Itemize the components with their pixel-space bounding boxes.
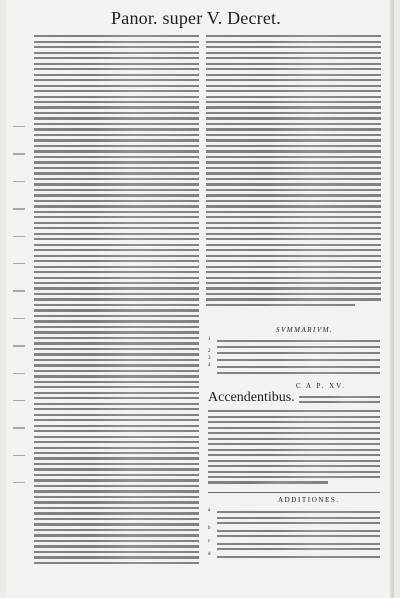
text-line xyxy=(206,85,381,87)
text-line xyxy=(208,443,380,445)
summary-item xyxy=(208,356,380,362)
text-line xyxy=(34,249,199,251)
text-line xyxy=(34,233,199,235)
text-line xyxy=(34,106,199,108)
text-line xyxy=(34,172,199,174)
text-line xyxy=(34,507,199,509)
text-line xyxy=(34,134,199,136)
text-line xyxy=(34,52,199,54)
text-line xyxy=(217,522,380,524)
text-line xyxy=(34,392,199,394)
text-line xyxy=(206,101,381,103)
text-line xyxy=(34,293,199,295)
text-line xyxy=(206,266,381,268)
text-line xyxy=(34,353,199,355)
text-line xyxy=(34,562,199,564)
text-line xyxy=(34,123,199,125)
text-line xyxy=(34,540,199,542)
text-line xyxy=(34,518,199,520)
text-line xyxy=(208,416,380,418)
text-line xyxy=(34,474,199,476)
text-line xyxy=(34,320,199,322)
addition-item xyxy=(208,539,380,550)
text-line xyxy=(206,277,381,279)
text-line xyxy=(34,364,199,366)
addition-letter: d xyxy=(208,552,211,558)
text-line xyxy=(34,523,199,525)
text-line xyxy=(34,46,199,48)
text-line xyxy=(34,227,199,229)
text-line xyxy=(34,485,199,487)
section-divider xyxy=(208,492,380,493)
text-line xyxy=(34,112,199,114)
text-line xyxy=(206,123,381,125)
chapter-opening xyxy=(208,390,380,406)
text-line xyxy=(299,396,380,398)
text-line xyxy=(206,189,381,191)
text-line xyxy=(208,471,380,473)
additions-heading: ADDITIONES. xyxy=(278,496,340,504)
text-line xyxy=(208,454,380,456)
text-line xyxy=(206,304,355,306)
text-line xyxy=(208,421,380,423)
text-line xyxy=(206,249,381,251)
text-line xyxy=(206,139,381,141)
text-line xyxy=(34,490,199,492)
summary-list xyxy=(208,336,380,374)
summary-heading: SVMMARIVM. xyxy=(276,326,334,334)
right-text-column xyxy=(206,32,381,332)
addition-letter: a xyxy=(208,508,211,513)
text-line xyxy=(206,293,381,295)
text-line xyxy=(34,200,199,202)
text-line xyxy=(34,211,199,213)
text-line xyxy=(34,161,199,163)
text-line xyxy=(34,512,199,514)
text-line xyxy=(206,183,381,185)
text-line xyxy=(34,425,199,427)
text-line xyxy=(34,496,199,498)
text-line xyxy=(206,79,381,81)
text-line xyxy=(34,408,199,410)
text-line xyxy=(206,298,381,300)
text-line xyxy=(34,414,199,416)
text-line xyxy=(206,282,381,284)
text-line xyxy=(34,545,199,547)
text-line xyxy=(34,452,199,454)
text-line xyxy=(34,342,199,344)
text-line xyxy=(34,370,199,372)
text-line xyxy=(34,117,199,119)
text-line xyxy=(217,530,380,532)
text-line xyxy=(34,386,199,388)
text-line xyxy=(206,205,381,207)
text-line xyxy=(34,79,199,81)
text-line xyxy=(34,348,199,350)
text-line xyxy=(208,438,380,440)
text-line xyxy=(34,68,199,70)
text-line xyxy=(206,74,381,76)
text-line xyxy=(34,479,199,481)
left-text-column xyxy=(34,32,199,572)
text-line xyxy=(217,517,380,519)
text-line xyxy=(206,57,381,59)
summary-item xyxy=(208,363,380,374)
text-line xyxy=(208,432,380,434)
text-line xyxy=(34,222,199,224)
text-line xyxy=(34,139,199,141)
text-line xyxy=(206,211,381,213)
text-line xyxy=(34,287,199,289)
text-line xyxy=(34,189,199,191)
book-page xyxy=(6,0,394,598)
text-line xyxy=(34,41,199,43)
text-line xyxy=(206,222,381,224)
text-line xyxy=(217,340,380,342)
text-line xyxy=(206,200,381,202)
text-line xyxy=(34,178,199,180)
text-line xyxy=(217,511,380,513)
text-line xyxy=(217,556,380,558)
additions-list xyxy=(208,506,380,558)
text-line xyxy=(34,381,199,383)
text-line xyxy=(34,463,199,465)
text-line xyxy=(34,501,199,503)
text-line xyxy=(34,331,199,333)
text-line xyxy=(34,430,199,432)
text-line xyxy=(34,167,199,169)
text-line xyxy=(206,145,381,147)
text-line xyxy=(206,63,381,65)
text-line xyxy=(34,304,199,306)
text-line xyxy=(34,74,199,76)
page-edge xyxy=(390,0,394,598)
page-title: Panor. super V. Decret. xyxy=(111,8,281,28)
text-line xyxy=(217,372,380,374)
summary-item-number: 1 xyxy=(208,337,211,342)
text-line xyxy=(34,441,199,443)
text-line xyxy=(206,117,381,119)
text-line xyxy=(34,403,199,405)
text-line xyxy=(206,46,381,48)
text-line xyxy=(206,161,381,163)
summary-item xyxy=(208,337,380,348)
text-line xyxy=(34,238,199,240)
lead-word: Accendentibus. xyxy=(208,390,295,405)
text-line xyxy=(206,35,381,37)
text-line xyxy=(208,449,380,451)
text-line xyxy=(206,260,381,262)
text-line xyxy=(34,156,199,158)
text-line xyxy=(206,68,381,70)
text-line xyxy=(34,551,199,553)
text-line xyxy=(206,134,381,136)
text-line xyxy=(34,244,199,246)
text-line xyxy=(34,337,199,339)
text-line xyxy=(34,101,199,103)
text-line xyxy=(206,172,381,174)
text-line xyxy=(34,326,199,328)
text-line xyxy=(34,556,199,558)
text-line xyxy=(206,52,381,54)
text-line xyxy=(206,216,381,218)
chapter-mark: C A P. XV. xyxy=(296,382,347,390)
text-line xyxy=(34,282,199,284)
text-line xyxy=(217,543,380,545)
text-line xyxy=(34,529,199,531)
text-line xyxy=(299,401,380,403)
text-line xyxy=(34,145,199,147)
summary-item xyxy=(208,349,380,355)
text-line xyxy=(206,255,381,257)
text-line xyxy=(34,205,199,207)
text-line xyxy=(34,255,199,257)
text-line xyxy=(206,106,381,108)
text-line xyxy=(34,419,199,421)
text-line xyxy=(217,366,380,368)
text-line xyxy=(206,90,381,92)
text-line xyxy=(208,465,380,467)
text-line xyxy=(34,309,199,311)
addition-item xyxy=(208,552,380,557)
text-line xyxy=(34,57,199,59)
text-line xyxy=(34,457,199,459)
text-line xyxy=(217,359,380,361)
text-line xyxy=(206,156,381,158)
text-line xyxy=(206,271,381,273)
text-line xyxy=(34,194,199,196)
text-line xyxy=(34,216,199,218)
text-line xyxy=(206,238,381,240)
text-line xyxy=(34,63,199,65)
text-line xyxy=(34,183,199,185)
text-line xyxy=(217,352,380,354)
addition-letter: c xyxy=(208,539,211,545)
text-line xyxy=(34,436,199,438)
summary-item-number: 4 xyxy=(208,362,211,368)
text-line xyxy=(206,112,381,114)
text-line xyxy=(208,481,328,483)
text-line xyxy=(34,277,199,279)
text-line xyxy=(34,375,199,377)
text-line xyxy=(34,447,199,449)
text-line xyxy=(34,271,199,273)
text-line xyxy=(208,460,380,462)
summary-item-number: 3 xyxy=(208,355,211,361)
text-line xyxy=(206,227,381,229)
text-line xyxy=(34,534,199,536)
text-line xyxy=(34,128,199,130)
text-line xyxy=(34,35,199,37)
text-line xyxy=(34,90,199,92)
text-line xyxy=(206,167,381,169)
text-line xyxy=(206,178,381,180)
text-line xyxy=(34,150,199,152)
text-line xyxy=(34,315,199,317)
text-line xyxy=(206,233,381,235)
summary-item-number: 2 xyxy=(208,348,211,354)
text-line xyxy=(206,128,381,130)
text-line xyxy=(34,298,199,300)
left-margin-notes xyxy=(13,100,29,483)
text-line xyxy=(206,244,381,246)
text-line xyxy=(206,41,381,43)
addition-item xyxy=(208,508,380,524)
text-line xyxy=(206,287,381,289)
text-line xyxy=(34,359,199,361)
text-line xyxy=(217,346,380,348)
addition-item xyxy=(208,526,380,537)
text-line xyxy=(206,96,381,98)
text-line xyxy=(208,476,380,478)
text-line xyxy=(217,535,380,537)
text-line xyxy=(34,85,199,87)
addition-letter: b xyxy=(208,526,211,532)
text-line xyxy=(34,468,199,470)
text-line xyxy=(217,548,380,550)
text-line xyxy=(206,150,381,152)
text-line xyxy=(208,410,380,412)
text-line xyxy=(34,260,199,262)
text-line xyxy=(34,96,199,98)
text-line xyxy=(34,266,199,268)
text-line xyxy=(208,427,380,429)
text-line xyxy=(34,397,199,399)
text-line xyxy=(206,194,381,196)
